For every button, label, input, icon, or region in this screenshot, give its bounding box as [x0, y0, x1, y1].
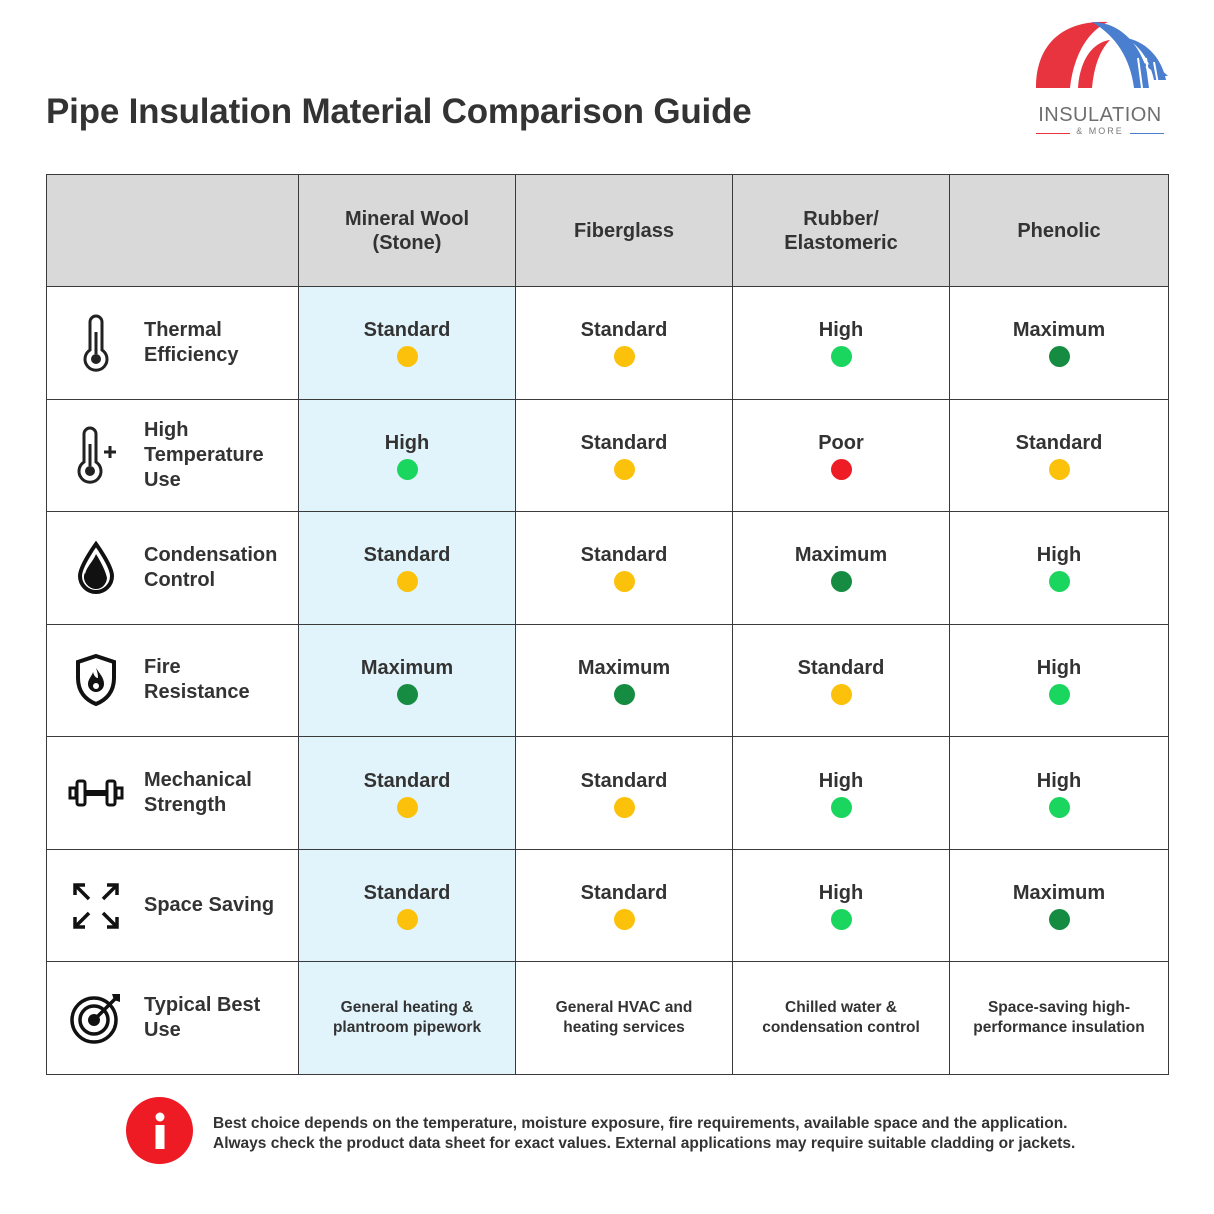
row-label: Space Saving	[144, 894, 275, 917]
rating-cell	[733, 287, 950, 400]
rating-dot	[831, 684, 852, 705]
best-use-cell	[950, 962, 1169, 1075]
table-row	[47, 849, 1169, 962]
column-header-0	[299, 175, 516, 287]
best-use-text: General heating & plantroom pipework	[332, 999, 482, 1037]
rating-label: Standard	[363, 882, 451, 905]
rating-dot	[831, 571, 852, 592]
logo-subtitle: & MORE	[1076, 126, 1124, 136]
comparison-table	[46, 174, 1169, 1075]
rating-cell	[950, 737, 1169, 850]
row-header-1	[47, 399, 299, 512]
rating-label: High	[818, 882, 864, 905]
rating-dot	[831, 797, 852, 818]
rating-label: Standard	[1015, 431, 1103, 454]
rating-cell	[733, 849, 950, 962]
rating-cell	[516, 399, 733, 512]
rating-cell	[516, 737, 733, 850]
rating-label: High	[818, 769, 864, 792]
rating-cell	[299, 399, 516, 512]
logo-rule-right	[1130, 133, 1164, 134]
rating-label: High	[384, 431, 430, 454]
rating-label: High	[818, 319, 864, 342]
table-row	[47, 624, 1169, 737]
rating-dot	[614, 909, 635, 930]
rating-label: Standard	[363, 544, 451, 567]
rating-cell	[516, 512, 733, 625]
rating-label: Poor	[818, 431, 864, 454]
best-use-text: General HVAC and heating services	[555, 999, 693, 1037]
logo-wordmark: INSULATION	[1038, 104, 1162, 126]
rating-label: High	[1036, 544, 1082, 567]
rating-dot	[614, 797, 635, 818]
target-icon	[47, 990, 144, 1046]
rating-cell	[299, 737, 516, 850]
row-header-4	[47, 737, 299, 850]
rating-dot	[614, 571, 635, 592]
rating-label: Maximum	[794, 544, 888, 567]
rating-dot	[397, 459, 418, 480]
table-row	[47, 737, 1169, 850]
rating-cell	[950, 399, 1169, 512]
header-row	[47, 175, 1169, 287]
rating-dot	[397, 684, 418, 705]
column-header-1	[516, 175, 733, 287]
table-row	[47, 287, 1169, 400]
rating-dot	[1049, 571, 1070, 592]
rating-dot	[1049, 459, 1070, 480]
rating-label: Maximum	[1012, 882, 1106, 905]
rating-cell	[733, 624, 950, 737]
rating-label: Maximum	[577, 656, 671, 679]
thermometer-plus-icon	[47, 426, 144, 484]
expand-arrows-icon	[47, 879, 144, 933]
rating-cell	[299, 287, 516, 400]
row-label: Condensation Control	[144, 543, 278, 591]
footer-line-1: Best choice depends on the temperature, moisture exposure, fire requirements, available space and the application.	[213, 1115, 1068, 1132]
rating-cell	[733, 737, 950, 850]
rating-label: Standard	[580, 431, 668, 454]
column-header-3	[950, 175, 1169, 287]
rating-cell	[733, 512, 950, 625]
rating-dot	[831, 459, 852, 480]
row-header-5	[47, 849, 299, 962]
rating-label: Standard	[580, 319, 668, 342]
dumbbell-icon	[47, 773, 144, 813]
info-glyph	[150, 1111, 170, 1151]
thermometer-icon	[47, 314, 144, 372]
rating-cell	[299, 849, 516, 962]
rating-dot	[1049, 684, 1070, 705]
row-label: High Temperature Use	[144, 418, 264, 491]
column-header-2	[733, 175, 950, 287]
footer-line-2: Always check the product data sheet for exact values. External applications may require suitable cladding or jackets.	[213, 1135, 1076, 1152]
rating-label: Standard	[580, 544, 668, 567]
rating-dot	[1049, 797, 1070, 818]
row-header-0	[47, 287, 299, 400]
rating-cell	[950, 624, 1169, 737]
water-drop-icon	[47, 540, 144, 596]
column-header-label: Fiberglass	[573, 219, 675, 242]
rating-dot	[397, 797, 418, 818]
row-label: Fire Resistance	[144, 656, 250, 704]
fire-shield-icon	[47, 652, 144, 708]
row-label: Thermal Efficiency	[144, 318, 239, 366]
rating-dot	[831, 346, 852, 367]
rating-cell	[950, 287, 1169, 400]
column-header-label: Rubber/ Elastomeric	[784, 207, 898, 254]
rating-dot	[397, 571, 418, 592]
best-use-text: Chilled water & condensation control	[762, 999, 920, 1037]
company-logo	[1030, 18, 1170, 144]
best-use-text: Space-saving high- performance insulation	[973, 999, 1145, 1037]
table-row	[47, 399, 1169, 512]
row-label: Typical Best Use	[144, 994, 261, 1042]
rating-label: Standard	[797, 656, 885, 679]
header-corner	[47, 175, 299, 287]
rating-label: Standard	[363, 769, 451, 792]
rating-label: Standard	[363, 319, 451, 342]
rating-dot	[397, 346, 418, 367]
rating-cell	[516, 287, 733, 400]
rating-dot	[1049, 909, 1070, 930]
best-use-cell	[299, 962, 516, 1075]
footer-text	[213, 1114, 1163, 1154]
rating-dot	[1049, 346, 1070, 367]
table-row	[47, 512, 1169, 625]
rating-label: High	[1036, 656, 1082, 679]
footer-note	[126, 1097, 1166, 1167]
rating-dot	[831, 909, 852, 930]
row-header-use	[47, 962, 299, 1075]
page-title: Pipe Insulation Material Comparison Guide	[46, 92, 752, 131]
rating-cell	[950, 849, 1169, 962]
rating-label: Maximum	[1012, 319, 1106, 342]
rating-cell	[516, 624, 733, 737]
row-label: Mechanical Strength	[144, 769, 252, 817]
info-icon	[126, 1097, 193, 1164]
rating-dot	[614, 346, 635, 367]
best-use-cell	[516, 962, 733, 1075]
row-header-2	[47, 512, 299, 625]
logo-arches-icon	[1030, 18, 1170, 108]
rating-label: High	[1036, 769, 1082, 792]
best-use-cell	[733, 962, 950, 1075]
row-header-3	[47, 624, 299, 737]
column-header-label: Mineral Wool (Stone)	[344, 207, 470, 254]
rating-dot	[397, 909, 418, 930]
table-row-best-use	[47, 962, 1169, 1075]
rating-cell	[950, 512, 1169, 625]
rating-cell	[299, 624, 516, 737]
column-header-label: Phenolic	[1017, 219, 1101, 242]
rating-cell	[733, 399, 950, 512]
rating-label: Maximum	[360, 656, 454, 679]
rating-label: Standard	[580, 882, 668, 905]
rating-cell	[299, 512, 516, 625]
rating-dot	[614, 459, 635, 480]
rating-dot	[614, 684, 635, 705]
rating-label: Standard	[580, 769, 668, 792]
rating-cell	[516, 849, 733, 962]
